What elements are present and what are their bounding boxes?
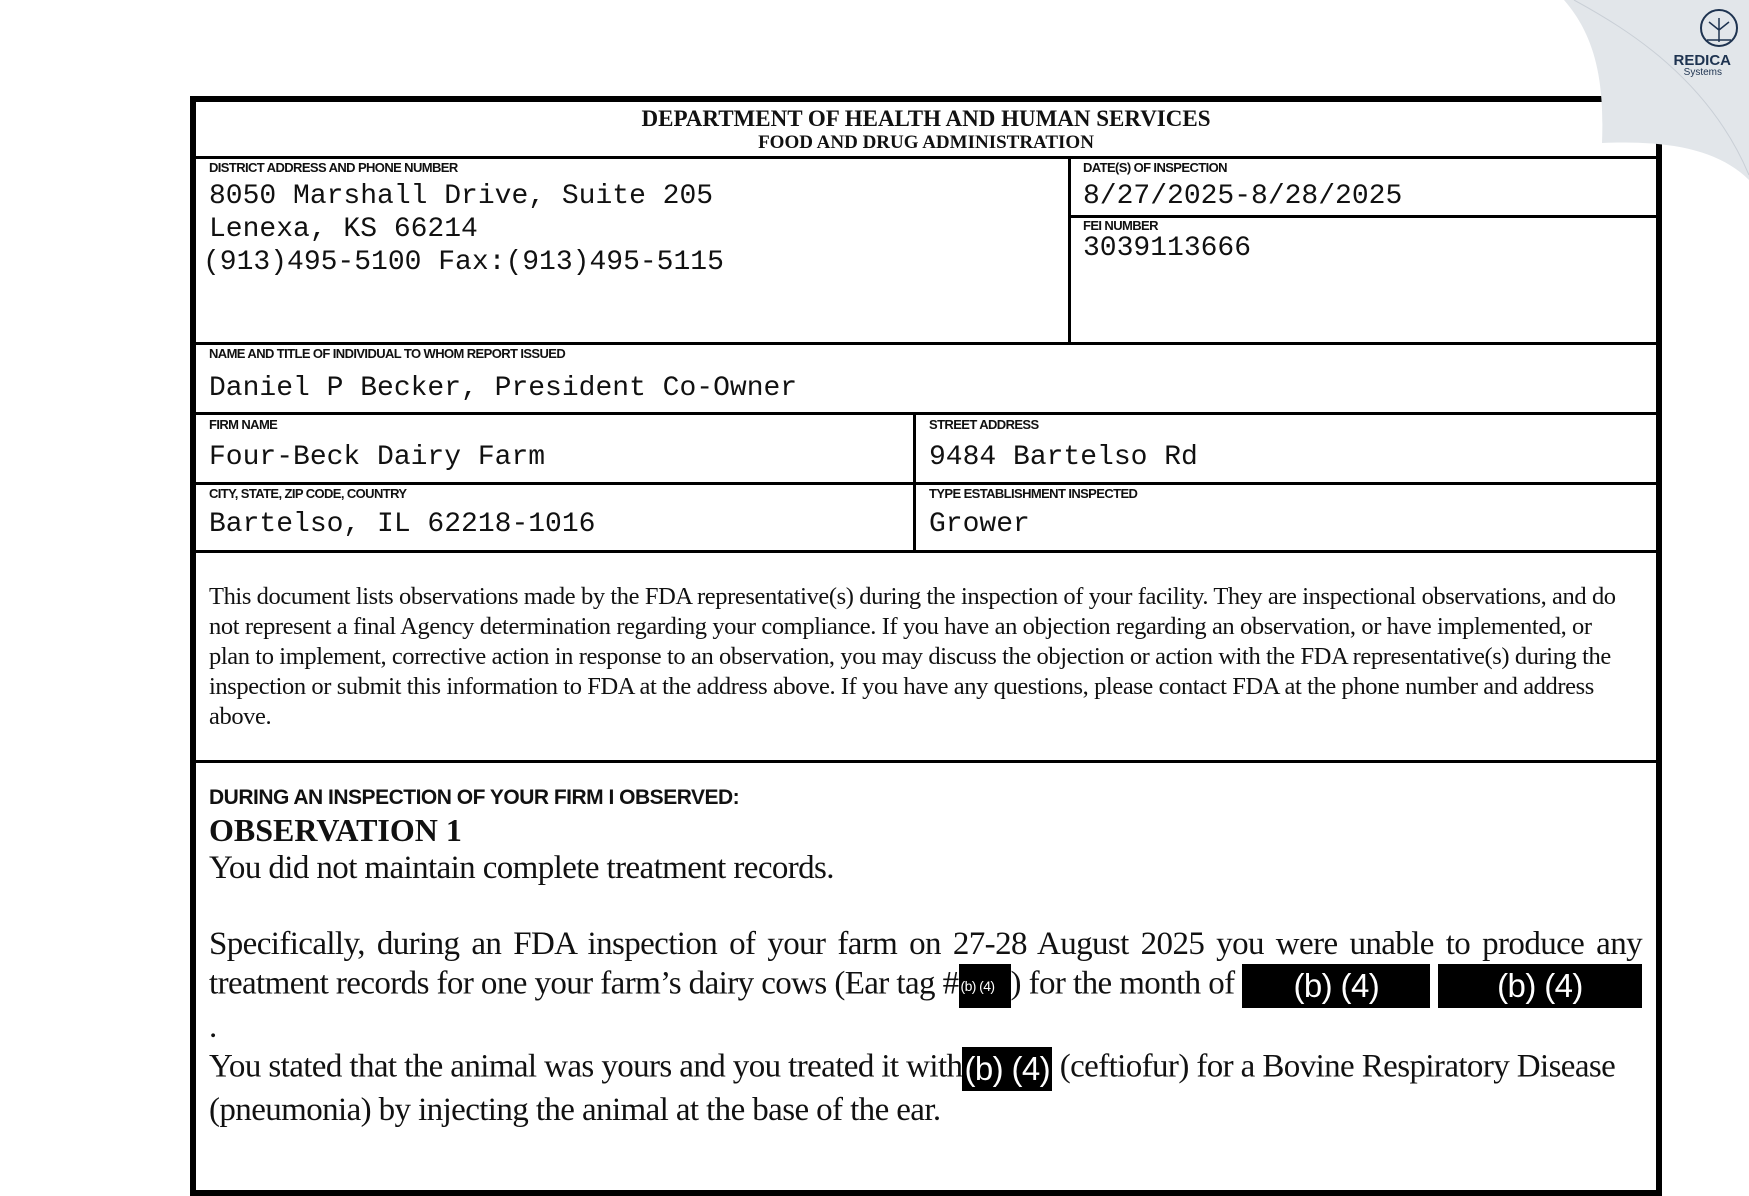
fda-483-form [190,96,1662,1196]
street-label: STREET ADDRESS [929,417,1039,432]
street-address: 9484 Bartelso Rd [929,442,1198,473]
department-title: DEPARTMENT OF HEALTH AND HUMAN SERVICES [641,106,1211,131]
redaction: (b) (4) [1438,964,1642,1008]
inspection-dates: 8/27/2025-8/28/2025 [1083,181,1403,212]
divider [196,760,1656,763]
redaction: (b) (4) [959,964,1011,1008]
divider [196,482,1656,485]
divider [196,156,1656,159]
divider [196,342,1656,345]
observations-heading: DURING AN INSPECTION OF YOUR FIRM I OBSERVED: [209,786,740,809]
firm-label: FIRM NAME [209,417,278,432]
disclaimer: This document lists observations made by the FDA representative(s) during the inspection of your facility. They are inspectional observations, and do not represent a final Agency determination regarding your compliance. If you have an objection regarding an observation, or have implemented, or plan to implement, corrective action in response to an observation, you may discuss the objection or action with the FDA representative(s) during the inspection or submit this information to FDA at the address above. If you have any questions, please contact FDA at the phone number and address above. [209,583,1616,730]
observation-title: OBSERVATION 1 [209,812,462,848]
text: . [209,1009,217,1045]
page-curl-icon [1549,0,1749,180]
text: ) for the month of [1010,965,1243,1002]
observation-summary: You did not maintain complete treatment records. [209,850,834,886]
redaction: (b) (4) [962,1047,1052,1091]
firm-name: Four-Beck Dairy Farm [209,442,546,473]
text: Specifically, during an FDA inspection of your farm on 27-28 August 2025 you were unable to produce any treatment records for one your farm’s dairy cows (Ear tag # [209,926,1642,1002]
divider [196,550,1656,553]
fei-number: 3039113666 [1083,233,1252,264]
type-label: TYPE ESTABLISHMENT INSPECTED [929,486,1138,501]
establishment-type: Grower [929,509,1030,540]
redaction: (b) (4) [1242,964,1430,1008]
city-label: CITY, STATE, ZIP CODE, COUNTRY [209,486,407,501]
dates-label: DATE(S) OF INSPECTION [1083,160,1227,175]
district-address-line2: Lenexa, KS 66214 [209,214,478,245]
observations-section [209,786,1642,1130]
observation-paragraph-1 [209,925,1642,1047]
fei-label: FEI NUMBER [1083,218,1158,233]
issued-to-label: NAME AND TITLE OF INDIVIDUAL TO WHOM REPORT ISSUED [209,346,566,361]
issued-to-name: Daniel P Becker, President Co-Owner [209,373,798,404]
district-address-line1: 8050 Marshall Drive, Suite 205 [209,181,714,212]
text: You stated that the animal was yours and you treated it with [209,1048,963,1085]
redica-logo-corner [1549,0,1749,180]
divider [196,412,1656,415]
city-state-zip: Bartelso, IL 62218-1016 [209,509,596,540]
observation-paragraph-2 [209,1047,1642,1130]
logo-subtitle: Systems [1683,67,1722,78]
text: (ceftiofur) for a Bovine Respiratory Disease (pneumonia) by injecting the animal at the base of the ear. [209,1048,1616,1128]
divider [1068,156,1071,343]
district-label: DISTRICT ADDRESS AND PHONE NUMBER [209,160,458,175]
district-phone: (913)495-5100 Fax:(913)495-5115 [203,247,724,278]
logo-name: REDICA [1673,52,1731,69]
agency-title: FOOD AND DRUG ADMINISTRATION [758,132,1094,153]
